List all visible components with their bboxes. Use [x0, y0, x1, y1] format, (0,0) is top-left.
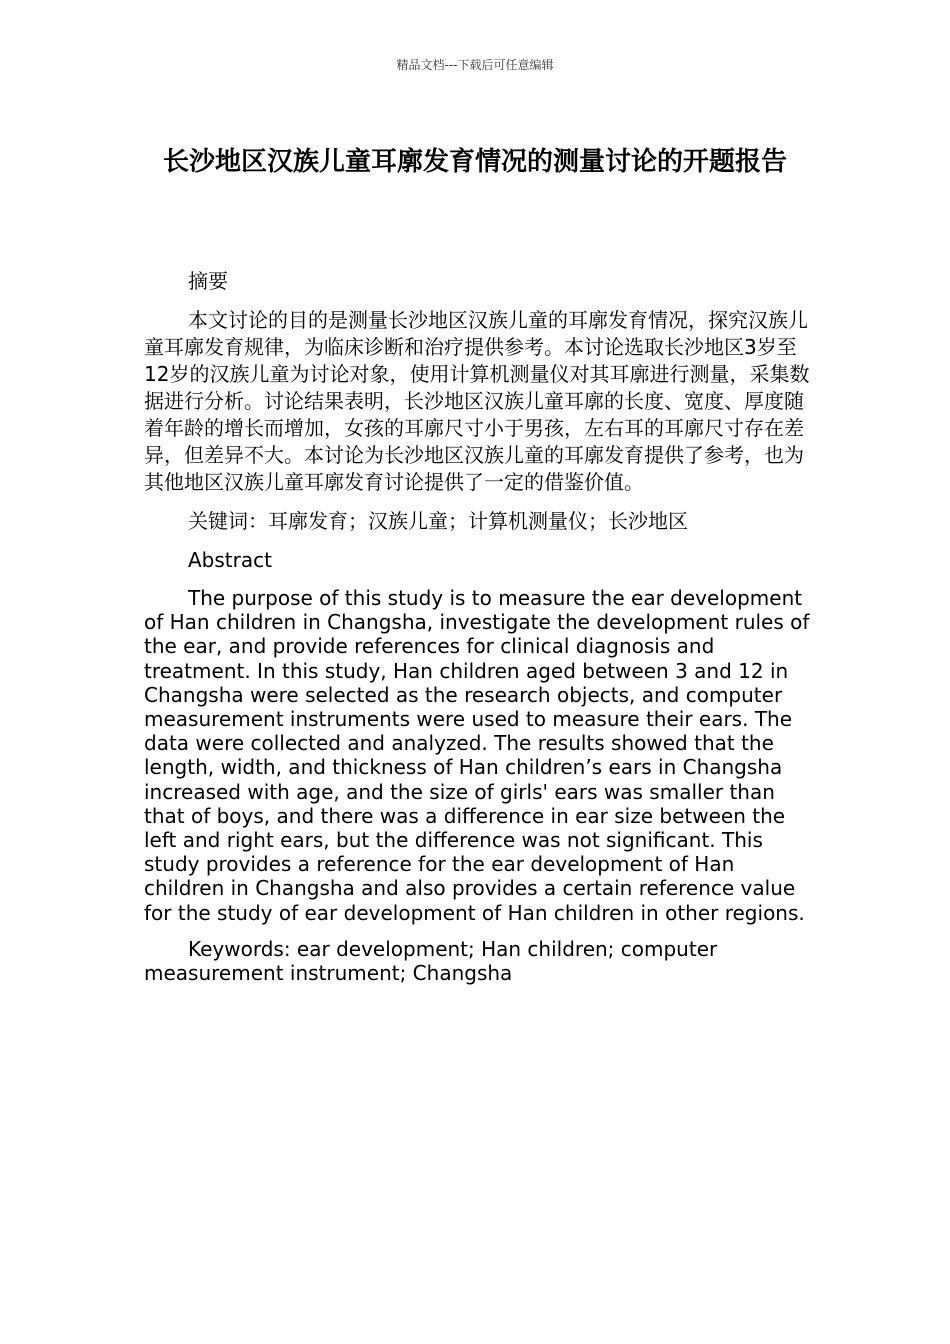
document-title: 长沙地区汉族儿童耳廓发育情况的测量讨论的开题报告 — [162, 147, 787, 177]
abstract-en-heading: Abstract — [188, 548, 272, 572]
keywords-cn: 关键词：耳廓发育；汉族儿童；计算机测量仪；长沙地区 — [188, 509, 688, 533]
keywords-en: Keywords: ear development; Han children; computer measurement instrument; Changsha — [144, 936, 718, 986]
document-body — [144, 268, 812, 985]
page-header-note: 精品文档---下载后可任意编辑 — [396, 58, 554, 72]
abstract-cn-body: 本文讨论的目的是测量长沙地区汉族儿童的耳廓发育情况，探究汉族儿童耳廓发育规律，为临床诊断和治疗提供参考。本讨论选取长沙地区3岁至12岁的汉族儿童为讨论对象，使用计算机测量仪对其耳廓进行测量，采集数据进行分析。讨论结果表明，长沙地区汉族儿童耳廓的长度、宽度、厚度随着年龄的增长而增加，女孩的耳廓尺寸小于男孩，左右耳的耳廓尺寸存在差异，但差异不大。本讨论为长沙地区汉族儿童的耳廓发育提供了参考，也为其他地区汉族儿童耳廓发育讨论提供了一定的借鉴价值。 — [144, 308, 810, 494]
abstract-cn-heading: 摘要 — [188, 269, 228, 293]
abstract-en-body: The purpose of this study is to measure the ear development of Han children in Changsha, investigate the development rules of the ear, and provide references for clinical diagnosis and treatment. In this study, Han children aged between 3 and 12 in Changsha were selected as the research objects, and computer measurement instruments were used to measure their ears. The data were collected and analyzed. The results showed that the length, width, and thickness of Han children’s ears in Changsha increased with age, and the size of girls' ears was smaller than that of boys, and there was a difference in ear size between the left and right ears, but the difference was not significant. This study provides a reference for the ear development of Han children in Changsha and also provides a certain reference value for the study of ear development of Han children in other regions. — [144, 586, 810, 925]
